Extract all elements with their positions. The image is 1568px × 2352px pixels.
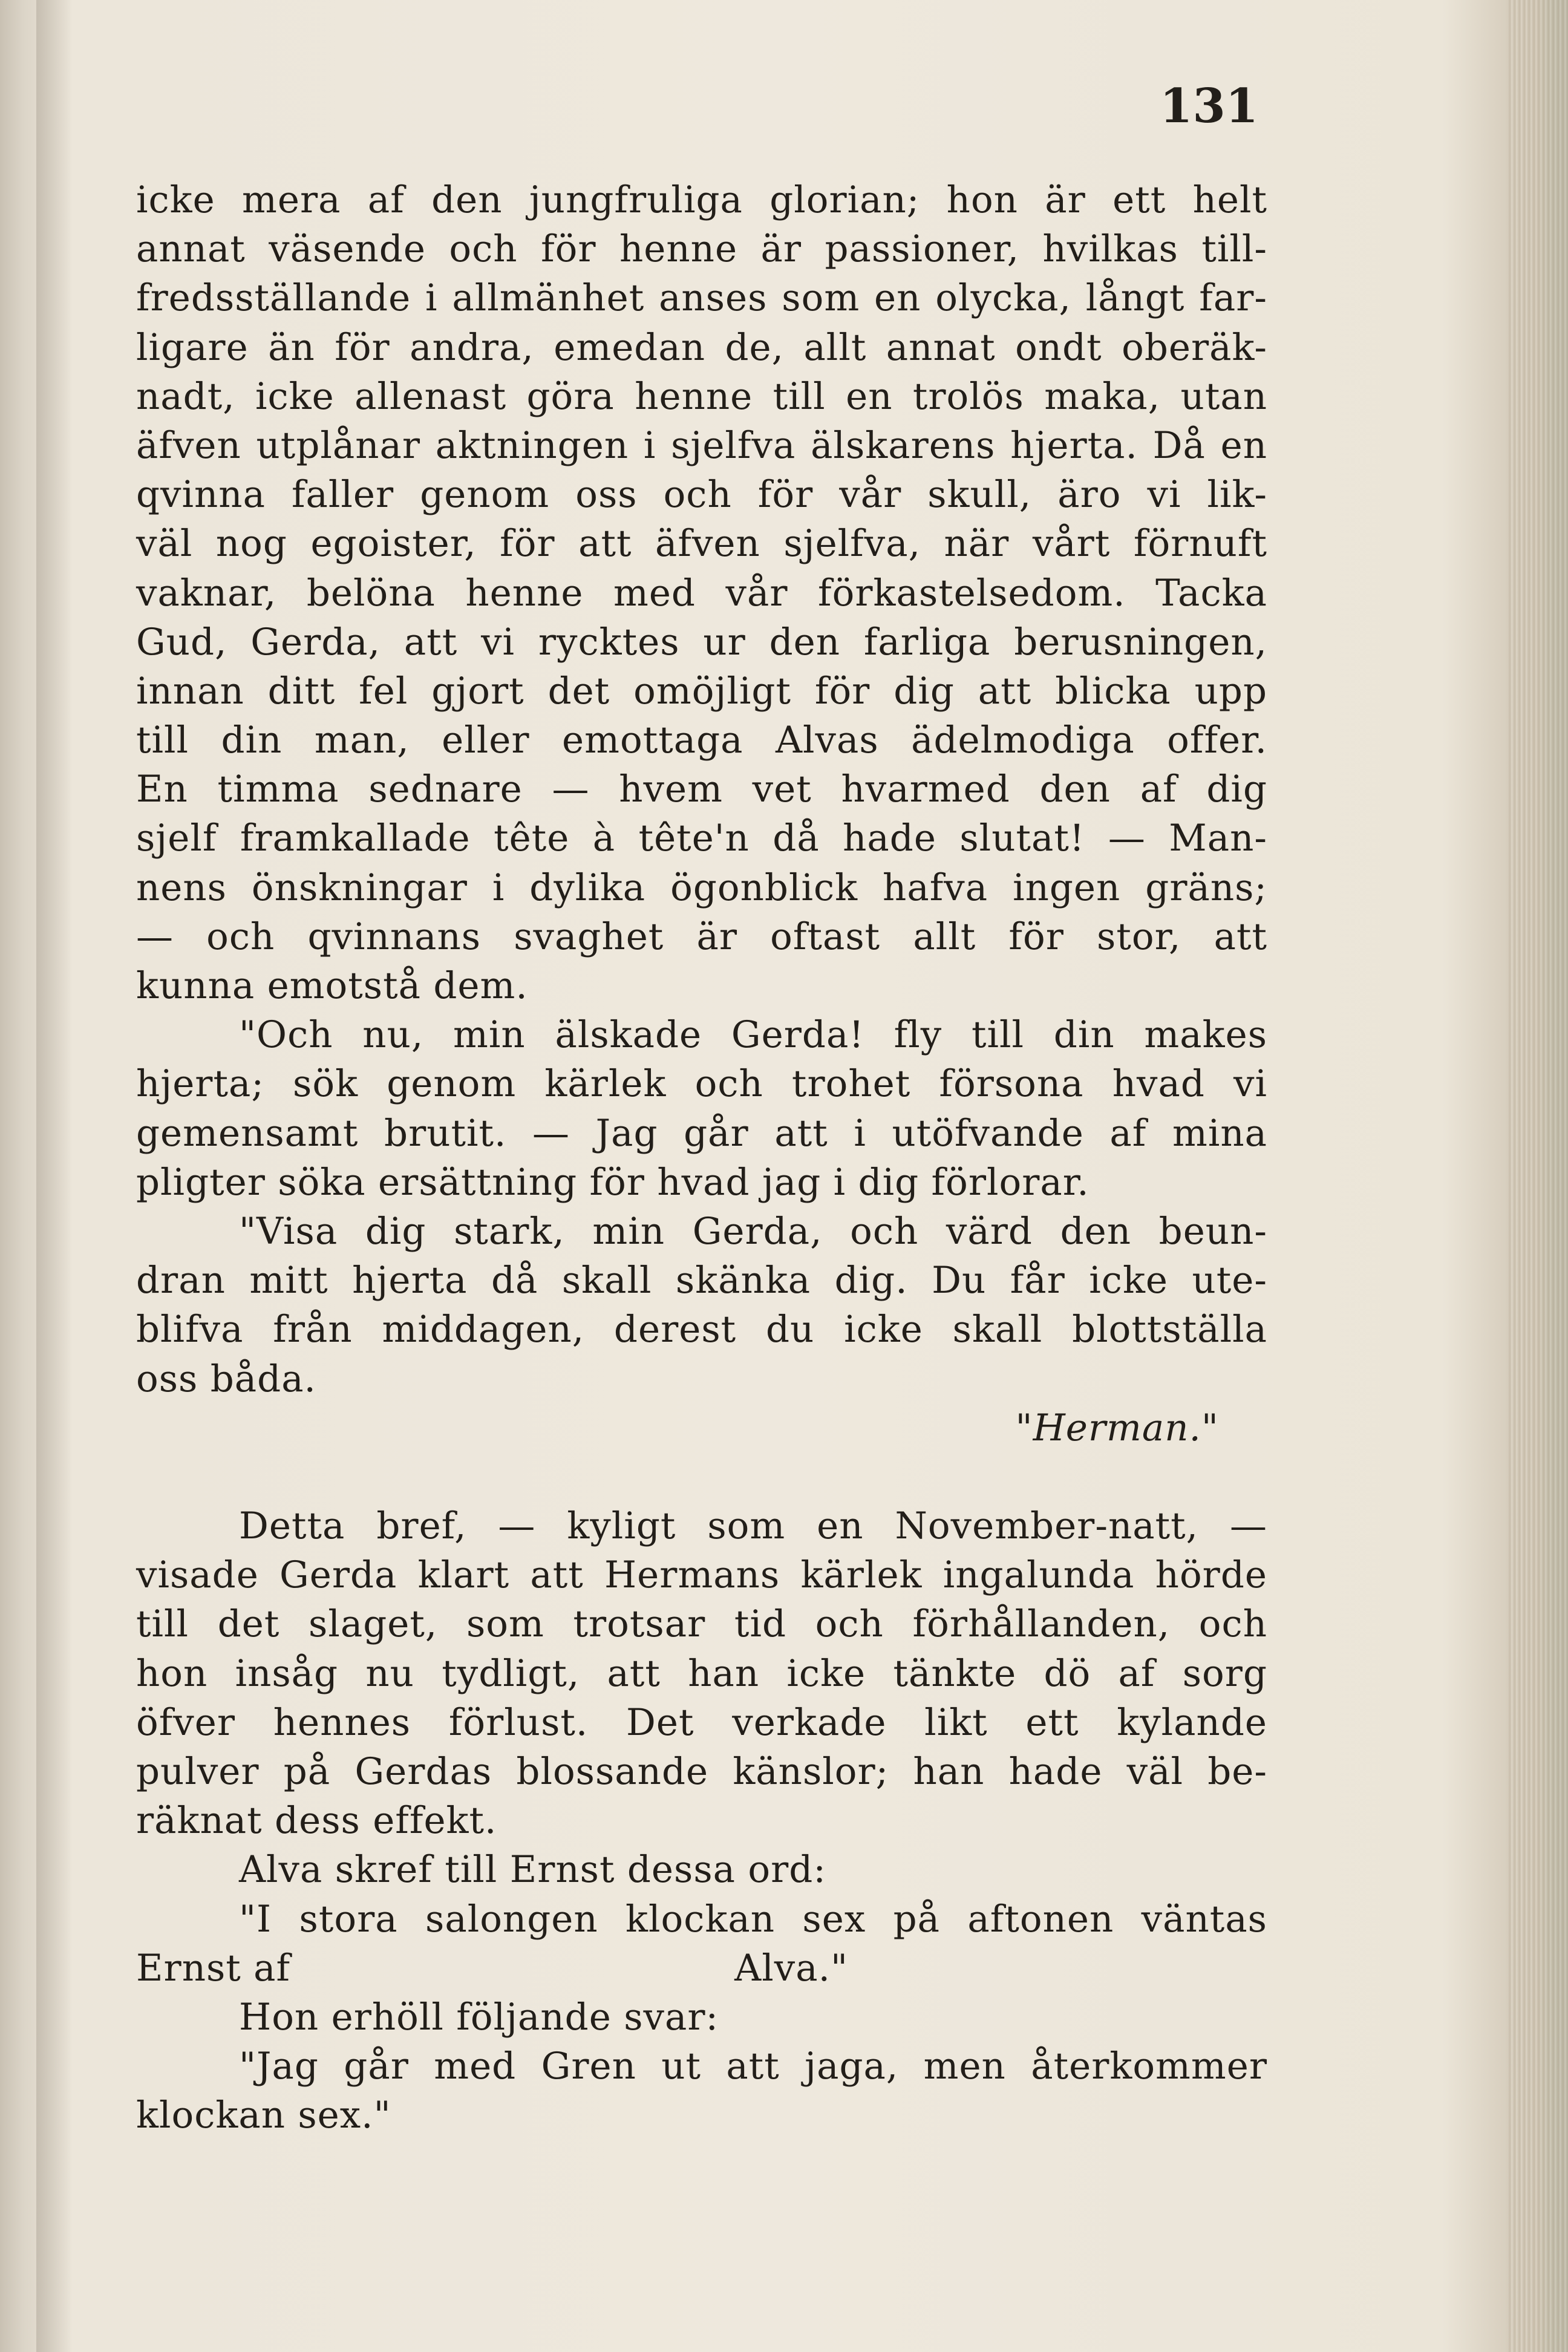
text-line: till din man, eller emottaga Alvas ädelmodiga offer. bbox=[136, 719, 1267, 762]
text-line: fredsställande i allmänhet anses som en olycka, långt far- bbox=[136, 276, 1267, 320]
text-line: pligter söka ersättning för hvad jag i dig förlorar. bbox=[136, 1160, 1089, 1204]
text-line: sjelf framkallade tête à tête'n då hade slutat! — Man- bbox=[136, 817, 1267, 860]
text-line: till det slaget, som trotsar tid och förhållanden, och bbox=[136, 1602, 1267, 1646]
text-line: "Visa dig stark, min Gerda, och värd den beun- bbox=[239, 1209, 1267, 1253]
text-line: Ernst af Alva." bbox=[136, 1946, 849, 1990]
text-line: hjerta; sök genom kärlek och trohet försona hvad vi bbox=[136, 1062, 1267, 1106]
page-edges bbox=[1508, 0, 1568, 2352]
text-line: "Och nu, min älskade Gerda! fly till din makes bbox=[239, 1013, 1267, 1057]
text-line: blifva från middagen, derest du icke skall blottställa bbox=[136, 1308, 1267, 1351]
text-line: äfven utplånar aktningen i sjelfva älskarens hjerta. Då en bbox=[136, 423, 1267, 467]
text-line: qvinna faller genom oss och för vår skull, äro vi lik- bbox=[136, 473, 1267, 517]
text-line: nadt, icke allenast göra henne till en trolös maka, utan bbox=[136, 374, 1267, 418]
signature-line: "Herman." bbox=[1015, 1406, 1219, 1449]
page-number: 131 bbox=[1160, 79, 1258, 134]
spine-shadow bbox=[36, 0, 73, 2352]
text-line: oss båda. bbox=[136, 1357, 316, 1400]
text-line: Gud, Gerda, att vi rycktes ur den farliga berusningen, bbox=[136, 620, 1267, 664]
text-line: klockan sex." bbox=[136, 2094, 391, 2137]
body-text bbox=[136, 175, 1267, 2140]
text-line: väl nog egoister, för att äfven sjelfva, när vårt förnuft bbox=[136, 522, 1267, 566]
text-line: ligare än för andra, emedan de, allt annat ondt oberäk- bbox=[136, 325, 1267, 369]
text-line: kunna emotstå dem. bbox=[136, 964, 528, 1007]
text-line: öfver hennes förlust. Det verkade likt ett kylande bbox=[136, 1700, 1267, 1744]
text-line: gemensamt brutit. — Jag går att i utöfvande af mina bbox=[136, 1111, 1267, 1155]
text-line: "Jag går med Gren ut att jaga, men återkommer bbox=[239, 2045, 1267, 2088]
text-line: En timma sednare — hvem vet hvarmed den af dig bbox=[136, 768, 1267, 811]
text-line: annat väsende och för henne är passioner, hvilkas till- bbox=[136, 227, 1267, 271]
text-line: dran mitt hjerta då skall skänka dig. Du får icke ute- bbox=[136, 1259, 1267, 1302]
text-line: — och qvinnans svaghet är oftast allt för stor, att bbox=[136, 915, 1267, 958]
text-line: pulver på Gerdas blossande känslor; han hade väl be- bbox=[136, 1750, 1267, 1793]
text-line: hon insåg nu tydligt, att han icke tänkte dö af sorg bbox=[136, 1651, 1267, 1695]
text-line: Detta bref, — kyligt som en November-natt, — bbox=[239, 1504, 1267, 1548]
text-line: Alva skref till Ernst dessa ord: bbox=[239, 1848, 826, 1892]
text-line: "I stora salongen klockan sex på aftonen väntas bbox=[239, 1897, 1267, 1941]
text-line: vaknar, belöna henne med vår förkastelsedom. Tacka bbox=[136, 571, 1267, 615]
text-line: nens önskningar i dylika ögonblick hafva ingen gräns; bbox=[136, 866, 1267, 909]
text-line: Hon erhöll följande svar: bbox=[239, 1995, 719, 2039]
text-line: innan ditt fel gjort det omöjligt för dig att blicka upp bbox=[136, 669, 1267, 713]
text-line: icke mera af den jungfruliga glorian; hon är ett helt bbox=[136, 178, 1267, 221]
text-line: visade Gerda klart att Hermans kärlek ingalunda hörde bbox=[136, 1553, 1267, 1597]
text-line: räknat dess effekt. bbox=[136, 1799, 497, 1843]
